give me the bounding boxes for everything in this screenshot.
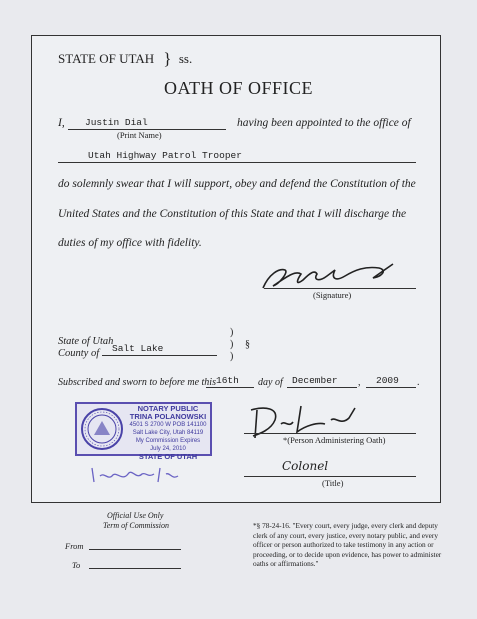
- state-seal-icon: [80, 407, 124, 451]
- notary-signature: [88, 462, 183, 486]
- title-field[interactable]: Colonel: [282, 459, 329, 473]
- statute-note: *§ 78-24-16. "Every court, every judge, every clerk and deputy clerk of any court, every justice, every notary public, and every officer or person authorized to take testimony in any action or proceeding, or to decide upon evidence, has power to administer oaths or affirmations.": [253, 521, 442, 569]
- county-label: County of: [58, 348, 100, 359]
- comma: ,: [358, 377, 361, 388]
- county-underline: [102, 355, 217, 356]
- month-underline: [287, 387, 357, 388]
- signature-underline: [264, 288, 416, 289]
- month-field[interactable]: December: [292, 375, 338, 386]
- venue-brace: ) ) ): [230, 327, 234, 362]
- print-name-caption: (Print Name): [117, 130, 162, 140]
- stamp-line-4: Salt Lake City, Utah 84119: [132, 430, 204, 436]
- appointed-text: having been appointed to the office of: [237, 117, 411, 129]
- day-of-text: day of: [258, 377, 283, 388]
- office-underline: [58, 162, 416, 163]
- page-title: OATH OF OFFICE: [163, 78, 314, 98]
- name-field[interactable]: Justin Dial: [85, 117, 148, 128]
- administering-underline: [244, 433, 416, 434]
- office-field[interactable]: Utah Highway Patrol Trooper: [88, 150, 242, 161]
- day-field[interactable]: 16th: [216, 375, 239, 386]
- to-label: To: [72, 560, 81, 570]
- to-field[interactable]: [89, 568, 181, 569]
- section-symbol: §: [245, 339, 250, 350]
- oath-line-1: do solemnly swear that I will support, obey and defend the Constitution of the: [58, 178, 416, 190]
- administering-caption: *(Person Administering Oath): [283, 435, 386, 445]
- stamp-line-1: NOTARY PUBLIC: [137, 404, 199, 413]
- i-label: I,: [58, 117, 65, 129]
- day-underline: [206, 387, 254, 388]
- term-of-commission-label: Term of Commission: [103, 521, 169, 530]
- year-field[interactable]: 2009: [376, 375, 399, 386]
- from-label: From: [65, 541, 84, 551]
- stamp-line-2: TRINA POLANOWSKI: [129, 412, 207, 421]
- county-field[interactable]: Salt Lake: [112, 343, 164, 354]
- signature-caption: (Signature): [313, 290, 352, 300]
- stamp-line-6: July 24, 2010: [150, 446, 186, 452]
- title-underline: [244, 476, 416, 477]
- stamp-line-5: My Commission Expires: [135, 438, 201, 444]
- state-of-utah-label: State of Utah: [58, 336, 114, 347]
- notary-stamp: [75, 402, 212, 461]
- subscribed-text: Subscribed and sworn to before me this: [58, 377, 216, 388]
- year-underline: [366, 387, 416, 388]
- state-heading: STATE OF UTAH } ss.: [58, 49, 193, 68]
- stamp-line-3: 4501 S 2700 W POB 141100: [129, 422, 207, 428]
- stamp-line-7: STATE OF UTAH: [138, 452, 198, 461]
- oath-line-2: United States and the Constitution of this State and that I will discharge the: [58, 208, 407, 220]
- oath-line-3: duties of my office with fidelity.: [58, 237, 202, 249]
- official-use-label: Official Use Only: [107, 511, 164, 520]
- title-caption: (Title): [322, 478, 344, 488]
- period: .: [417, 377, 420, 388]
- from-field[interactable]: [89, 549, 181, 550]
